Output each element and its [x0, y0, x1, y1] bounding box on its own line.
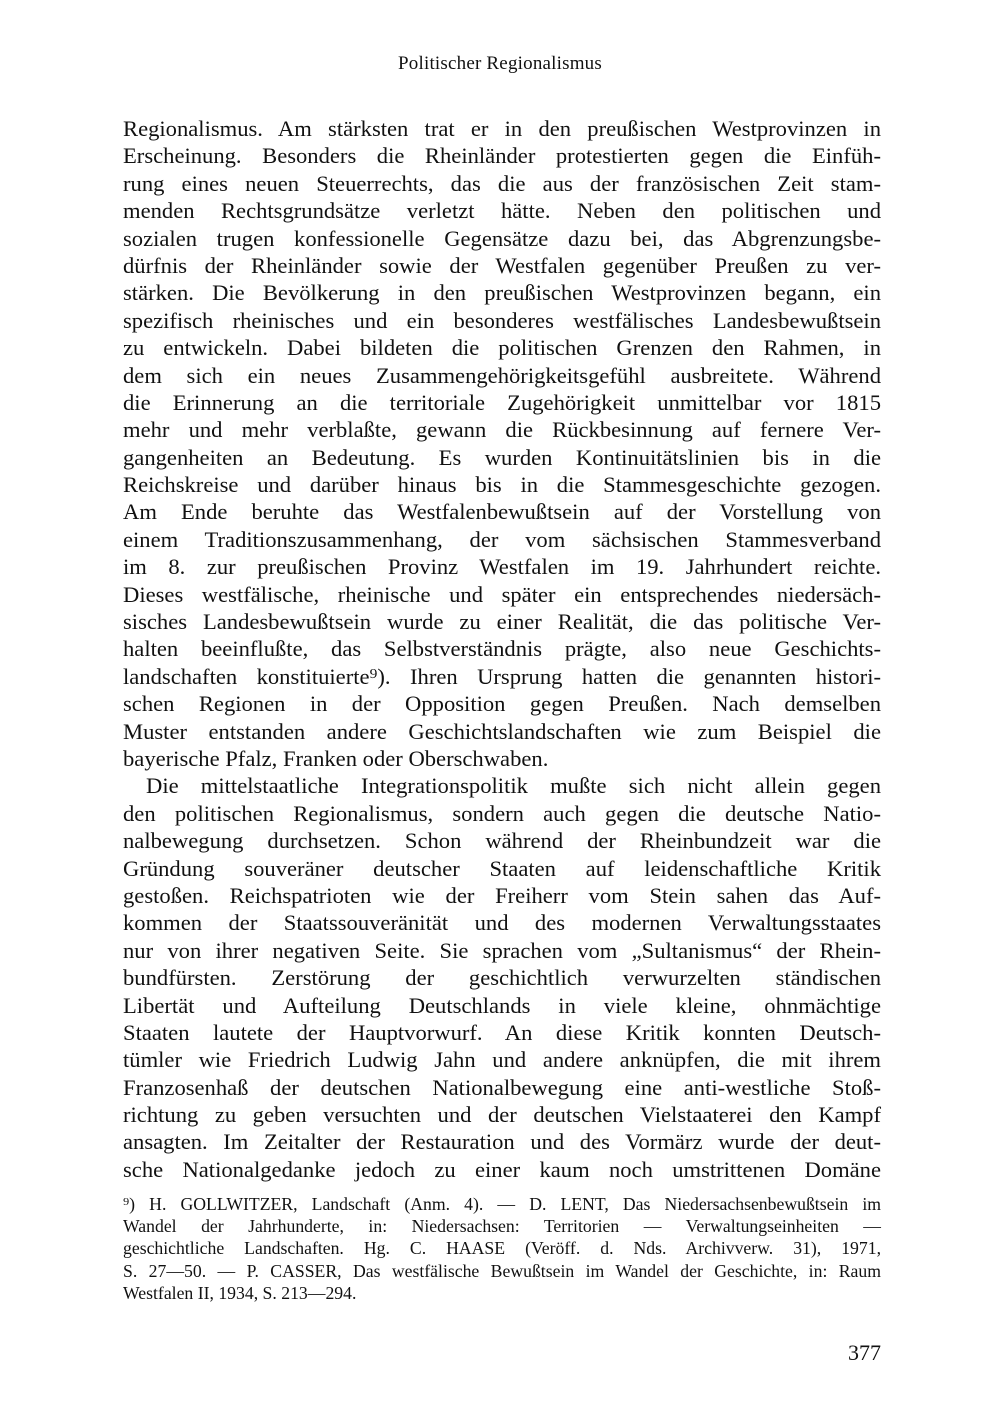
- text-line: im 8. zur preußischen Provinz Westfalen im 19. Jahrhundert reichte.: [123, 554, 881, 580]
- footnote-line: Westfalen II, 1934, S. 213—294.: [123, 1282, 357, 1303]
- text-line: Am Ende beruhte das Westfalenbewußtsein auf der Vorstellung von: [123, 499, 881, 525]
- text-line: schen Regionen in der Opposition gegen Preußen. Nach demselben: [123, 691, 881, 717]
- text-line: Erscheinung. Besonders die Rheinländer protestierten gegen die Einfüh-: [123, 143, 881, 169]
- text-line: einem Traditionszusammenhang, der vom sächsischen Stammesverband: [123, 526, 881, 552]
- text-line: rung eines neuen Steuerrechts, das die aus der französischen Zeit stam-: [123, 170, 881, 196]
- text-line: landschaften konstituierte⁹). Ihren Ursprung hatten die genannten histori-: [123, 663, 881, 689]
- text-line: sche Nationalgedanke jedoch zu einer kaum noch umstrittenen Domäne: [123, 1156, 881, 1182]
- text-line: die Erinnerung an die territoriale Zugehörigkeit unmittelbar vor 1815: [123, 389, 881, 415]
- footnote-line: geschichtliche Landschaften. Hg. C. HAASE (Veröff. d. Nds. Archivverw. 31), 1971,: [123, 1238, 881, 1259]
- text-line: halten beeinflußte, das Selbstverständnis prägte, also neue Geschichts-: [123, 636, 881, 662]
- text-line: spezifisch rheinisches und ein besonderes westfälisches Landesbewußtsein: [123, 307, 881, 333]
- text-line: tümler wie Friedrich Ludwig Jahn und andere anknüpfen, die mit ihrem: [123, 1047, 881, 1073]
- text-line: nalbewegung durchsetzen. Schon während der Rheinbundzeit war die: [123, 828, 881, 854]
- text-line: dürfnis der Rheinländer sowie der Westfalen gegenüber Preußen zu ver-: [123, 252, 881, 278]
- text-line: Muster entstanden andere Geschichtslandschaften wie zum Beispiel die: [123, 718, 881, 744]
- text-line: Reichskreise und darüber hinaus bis in die Stammesgeschichte gezogen.: [123, 472, 881, 498]
- text-line: menden Rechtsgrundsätze verletzt hätte. Neben den politischen und: [123, 198, 881, 224]
- text-line: nur von ihrer negativen Seite. Sie sprachen vom „Sultanismus“ der Rhein-: [123, 937, 881, 963]
- body-text: [123, 115, 881, 1183]
- page-number: 377: [848, 1340, 881, 1365]
- text-line: richtung zu geben versuchten und der deutschen Vielstaaterei den Kampf: [123, 1102, 881, 1128]
- text-line: gangenheiten an Bedeutung. Es wurden Kontinuitätslinien bis in die: [123, 444, 881, 470]
- text-line: sozialen trugen konfessionelle Gegensätze dazu bei, das Abgrenzungsbe-: [123, 225, 881, 251]
- running-head: Politischer Regionalismus: [398, 53, 602, 74]
- text-line: mehr und mehr verblaßte, gewann die Rückbesinnung auf fernere Ver-: [123, 417, 881, 443]
- text-line: Regionalismus. Am stärksten trat er in den preußischen Westprovinzen in: [123, 116, 881, 141]
- text-line: den politischen Regionalismus, sondern auch gegen die deutsche Natio-: [123, 800, 881, 826]
- text-line: stärken. Die Bevölkerung in den preußischen Westprovinzen begann, ein: [123, 280, 881, 306]
- text-line: ansagten. Im Zeitalter der Restauration und des Vormärz wurde der deut-: [123, 1129, 881, 1155]
- footnote-line: ⁹) H. GOLLWITZER, Landschaft (Anm. 4). — D. LENT, Das Niedersachsenbewußtsein im: [123, 1194, 881, 1214]
- text-line: kommen der Staatssouveränität und des modernen Verwaltungsstaates: [123, 910, 881, 936]
- text-line: Franzosenhaß der deutschen Nationalbewegung eine anti-westliche Stoß-: [123, 1074, 881, 1100]
- text-line: dem sich ein neues Zusammengehörigkeitsgefühl ausbreitete. Während: [123, 362, 881, 388]
- text-line: gestoßen. Reichspatrioten wie der Freiherr vom Stein sahen das Auf-: [123, 882, 881, 908]
- text-line: bayerische Pfalz, Franken oder Oberschwaben.: [123, 745, 549, 771]
- text-line: Die mittelstaatliche Integrationspolitik mußte sich nicht allein gegen: [146, 773, 881, 799]
- text-line: zu entwickeln. Dabei bildeten die politischen Grenzen den Rahmen, in: [123, 335, 881, 361]
- footnotes: [123, 1193, 881, 1304]
- text-line: Dieses westfälische, rheinische und später ein entsprechendes niedersäch-: [123, 581, 881, 607]
- text-line: Staaten lautete der Hauptvorwurf. An diese Kritik konnten Deutsch-: [123, 1019, 881, 1045]
- footnote-line: S. 27—50. — P. CASSER, Das westfälische Bewußtsein im Wandel der Geschichte, in: Raum: [123, 1260, 881, 1281]
- text-line: Gründung souveräner deutscher Staaten auf leidenschaftliche Kritik: [123, 855, 881, 881]
- text-line: bundfürsten. Zerstörung der geschichtlich verwurzelten ständischen: [123, 965, 881, 991]
- text-line: sisches Landesbewußtsein wurde zu einer Realität, die das politische Ver-: [123, 609, 881, 635]
- text-line: Libertät und Aufteilung Deutschlands in viele kleine, ohnmächtige: [123, 992, 881, 1018]
- footnote-line: Wandel der Jahrhunderte, in: Niedersachsen: Territorien — Verwaltungseinheiten —: [123, 1216, 881, 1237]
